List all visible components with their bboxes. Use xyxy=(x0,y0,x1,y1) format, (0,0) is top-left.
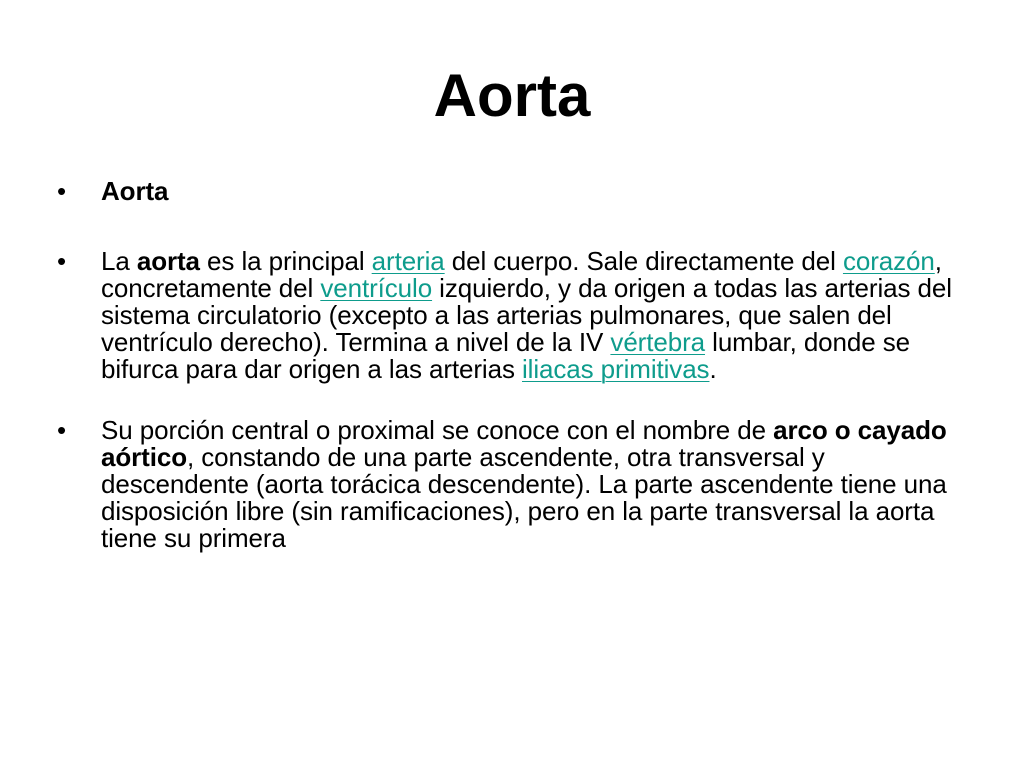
link-ventriculo[interactable]: ventrículo xyxy=(320,273,433,303)
bullet-heading-aorta: Aorta xyxy=(101,176,169,206)
bold-term-aorta: aorta xyxy=(136,246,200,276)
bullet-list xyxy=(0,178,1024,552)
text-segment: . xyxy=(709,354,717,384)
text-segment: del cuerpo. Sale directamente del xyxy=(444,246,843,276)
slide-title: Aorta xyxy=(433,62,591,129)
link-iliacas-primitivas[interactable]: iliacas primitivas xyxy=(522,354,710,384)
bold-term-arco-cayado: arco o cayado aórtico xyxy=(101,415,947,472)
link-corazon[interactable]: corazón xyxy=(842,246,935,276)
text-segment: La xyxy=(101,246,137,276)
bullet-item-heading xyxy=(0,178,1024,205)
text-segment: Su porción central o proximal se conoce con el nombre de xyxy=(101,415,774,445)
bullet-item-definition xyxy=(0,248,1024,383)
text-segment: , concretamente del xyxy=(101,246,942,303)
text-segment: izquierdo, y da origen a todas las arterias del sistema circulatorio (excepto a las arterias pulmonares, que salen del ventrículo derecho). Termina a nivel de la IV xyxy=(101,273,952,357)
bullet-item-arco xyxy=(0,417,1024,552)
text-segment: es la principal xyxy=(199,246,372,276)
bullet-dot-icon: • xyxy=(57,176,67,206)
bullet-dot-icon: • xyxy=(57,415,67,445)
link-arteria[interactable]: arteria xyxy=(371,246,445,276)
text-segment: , constando de una parte ascendente, otra transversal y descendente (aorta torácica descendente). La parte ascendente tiene una disposición libre (sin ramificaciones), pero en la parte transversal la aorta tiene su primera xyxy=(101,442,947,553)
text-segment: lumbar, donde se bifurca para dar origen a las arterias xyxy=(101,327,911,384)
bullet-dot-icon: • xyxy=(57,246,67,276)
link-vertebra[interactable]: vértebra xyxy=(610,327,706,357)
